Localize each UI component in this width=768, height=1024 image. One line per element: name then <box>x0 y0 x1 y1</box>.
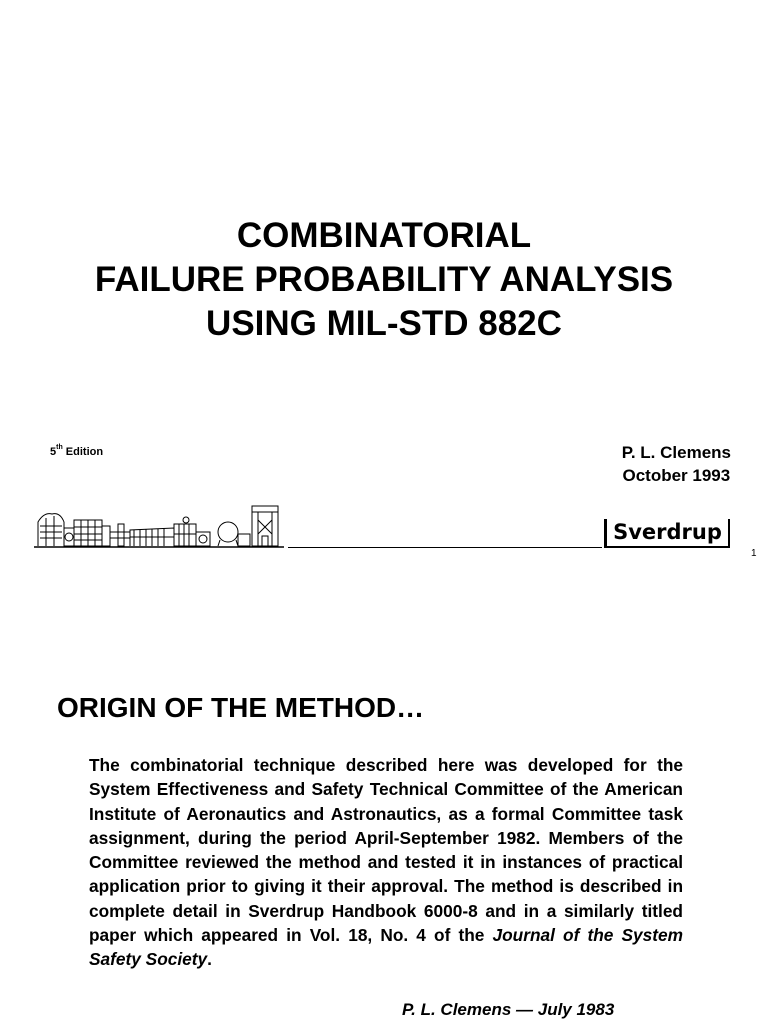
edition-label <box>50 446 103 458</box>
journal-title: Journal of the System Safety Society <box>89 925 683 970</box>
author-date: October 1993 <box>622 466 731 485</box>
horizontal-rule <box>288 547 602 548</box>
section-heading: ORIGIN OF THE METHOD… <box>57 692 425 723</box>
body-paragraph <box>89 753 683 972</box>
edition-ordinal-suffix: th <box>56 444 63 451</box>
title-line-3: USING MIL-STD 882C <box>206 304 562 343</box>
document-title <box>0 214 768 346</box>
title-line-2: FAILURE PROBABILITY ANALYSIS <box>94 260 674 299</box>
paragraph-end: . <box>207 949 212 970</box>
paragraph-text: The combinatorial technique described here was developed for the System Effectiveness and Safety Technical Committee of the American Institute of Aeronautics and Astronautics, as a formal Committee task assignment, during the period April-September 1982. Members of the Committee reviewed the method and tested it in instances of practical application prior to giving it their approval. The method is described in complete detail in Sverdrup Handbook 6000-8 and in a similarly titled paper which appeared in Vol. 18, No. 4 of the <box>89 755 683 946</box>
author-block <box>622 441 731 487</box>
title-line-1: COMBINATORIAL <box>236 216 532 255</box>
edition-number: 5 <box>50 446 57 458</box>
sverdrup-logo: Sverdrup <box>604 519 730 548</box>
author-name: P. L. Clemens <box>621 443 731 462</box>
page-number: 1 <box>751 548 757 559</box>
industrial-facility-illustration <box>34 504 284 550</box>
signature-line: P. L. Clemens — July 1983 <box>402 1000 615 1019</box>
edition-text: Edition <box>62 446 104 458</box>
